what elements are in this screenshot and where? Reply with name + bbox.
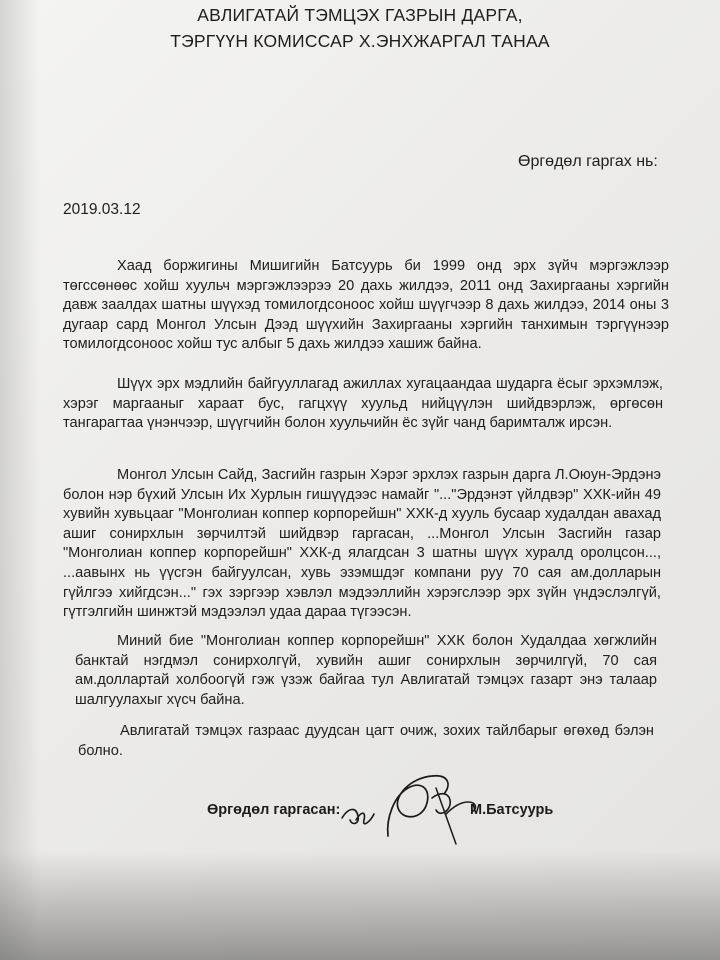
paragraph-5: Авлигатай тэмцэх газраас дуудсан цагт очиж, зохих тайлбарыг өгөхөд бэлэн болно. (78, 723, 654, 759)
letter-heading (0, 2, 720, 54)
heading-line-1: АВЛИГАТАЙ ТЭМЦЭХ ГАЗРЫН ДАРГА, (197, 5, 523, 25)
paragraph-1: Хаад боржигины Мишигийн Батсуурь би 1999 онд эрх зүйч мэргэжлээр төгссөнөөс хойш хуульч мэргэжлээрээ 20 дахь жилдээ, 2011 онд Захиргааны хэргийн давж заалдах шатны шүүхэд томилогдсоноос хойш шүүгчээр 8 дахь жилдээ, 2014 оны 3 дугаар сард Монгол Улсын Дээд шүүхийн Захиргааны хэргийн танхимын тэргүүнээр томилогдсоноос хойш тус албыг 5 дахь жилдээ хашиж байна. (63, 258, 669, 353)
page-shadow-left (0, 0, 40, 960)
paragraph-4: Миний бие "Монголиан коппер корпорейшн" ХХК болон Худалдаа хөгжлийн банктай нэгдмэл сонирхолгүй, хувийн ашиг сонирхлын зөрчилгүй, 70 сая ам.доллартай холбоогүй гэж үзэж байгаа тул Авлигатай тэмцэх газарт энэ талаар шалгуулахыг хүсч байна. (75, 633, 657, 708)
submitter-label: Өргөдөл гаргах нь: (518, 153, 658, 170)
signer-name: М.Батсуурь (470, 802, 554, 818)
paragraph-3: Монгол Улсын Сайд, Засгийн газрын Хэрэг эрхлэх газрын дарга Л.Оюун-Эрдэнэ болон нэр бүхий Улсын Их Хурлын гишүүдээс намайг "..."Эрдэнэт үйлдвэр" ХХК-ийн 49 хувийн хувьцааг "Монголиан коппер корпорейшн" ХХК-д хууль бусаар худалдан авахад ашиг сонирхлын зөрчилтэй шийдвэр гаргасан, ...Монгол Улсын Засгийн газар "Монголиан коппер корпорейшн" ХХК-д ялагдсан 3 шатны шүүх хуралд оролцсон..., ...аавынх нь үүсгэн байгуулсан, хувь эзэмшдэг компани руу 70 сая ам.долларын гүйлгээ хийгдсэн..." гэх зэргээр хэвлэл мэдээллийн хэрэгслээр эрх зүйн үндэслэлгүй, гүтгэлгийн шинжтэй мэдээлэл удаа дараа түгээсэн. (63, 467, 661, 621)
letter-date: 2019.03.12 (63, 201, 141, 218)
signature-label: Өргөдөл гаргасан: (207, 802, 341, 818)
heading-line-2: ТЭРГҮҮН КОМИССАР Х.ЭНХЖАРГАЛ ТАНАА (170, 31, 550, 51)
page-shadow-bottom (0, 850, 720, 960)
paragraph-2: Шүүх эрх мэдлийн байгууллагад ажиллах хугацаандаа шударга ёсыг эрхэмлэж, хэрэг маргааныг хараат бус, гагцхүү хуульд нийцүүлэн шийдвэрлэж, өргөсөн тангарагтаа үнэнчээр, шүүгчийн болон хуульчийн ёс зүйг чанд баримталж ирсэн. (63, 376, 663, 432)
